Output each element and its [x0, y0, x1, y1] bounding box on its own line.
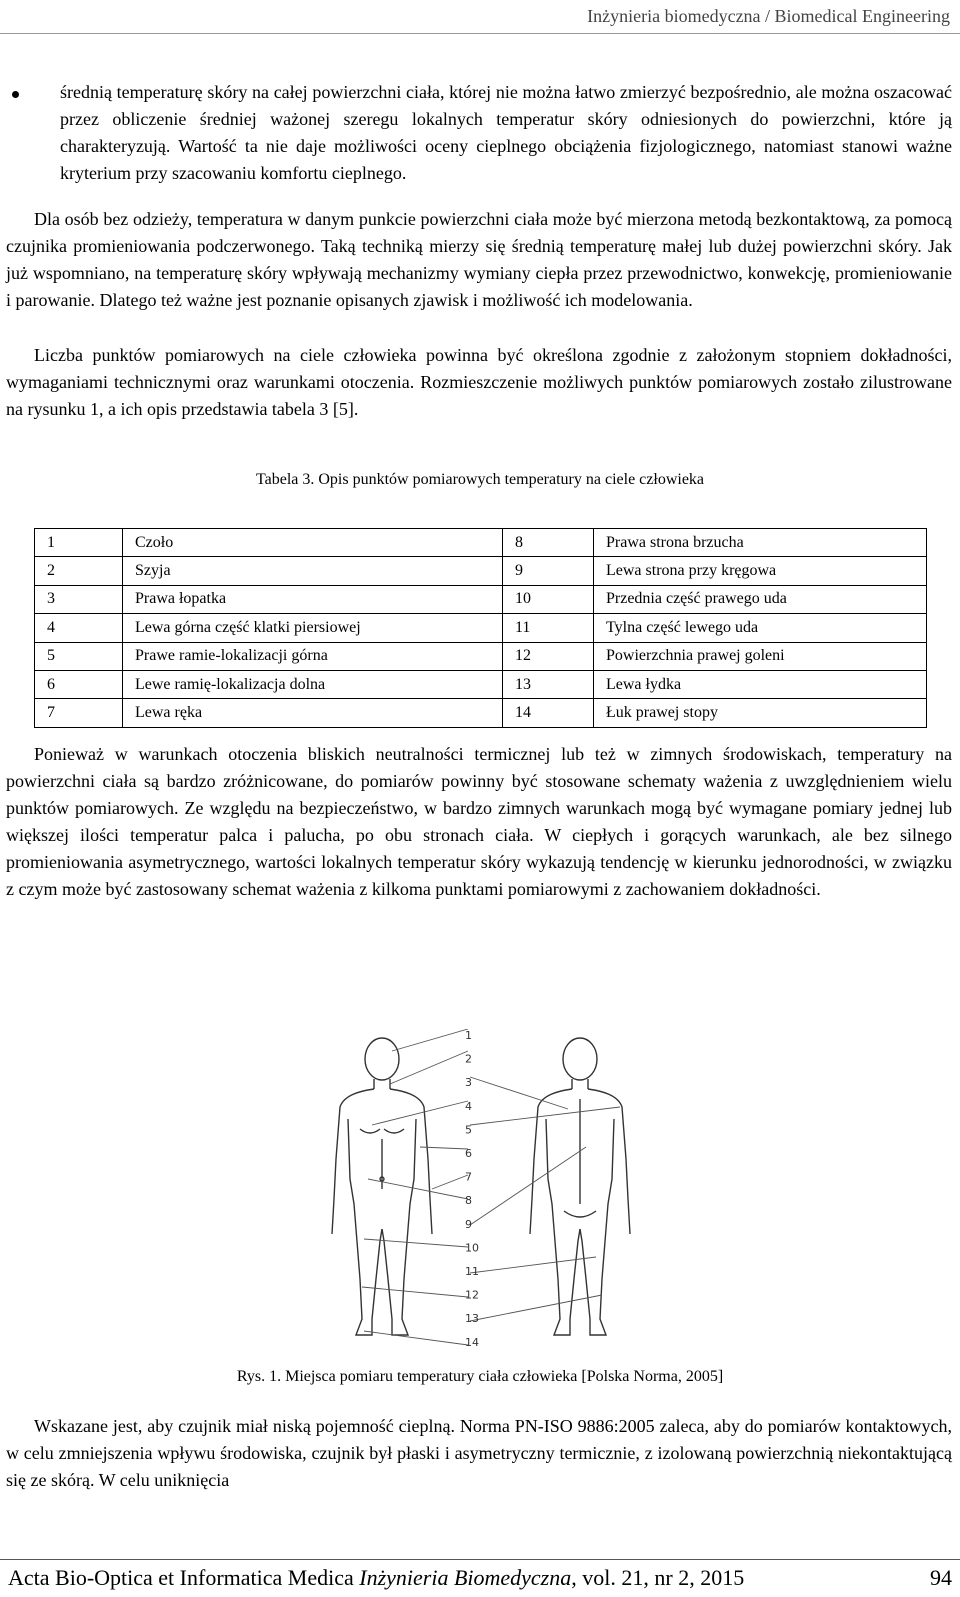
point-number: 1	[35, 529, 123, 557]
point-number: 8	[503, 529, 594, 557]
point-number: 4	[35, 614, 123, 642]
figure-point-label: 3	[465, 1076, 472, 1090]
point-number: 7	[35, 699, 123, 727]
body-paragraph-3-text: Liczba punktów pomiarowych na ciele człowieka powinna być określona zgodnie z założonym stopniem dokładności, wymaganiami technicznymi oraz warunkami otoczenia. Rozmieszczenie możliwych punktów pomiarowych zostało zilustrowane na rysunku 1, a ich opis przedstawia tabela 3 [5].	[6, 345, 952, 419]
front-body-outline	[332, 1038, 432, 1335]
figure-point-label: 6	[465, 1147, 472, 1160]
point-number: 9	[503, 557, 594, 585]
figure-point-labels	[465, 1029, 479, 1349]
figure-point-label: 2	[465, 1052, 472, 1066]
point-number: 13	[503, 670, 594, 698]
figure-point-label: 11	[465, 1265, 479, 1278]
bullet-icon	[12, 91, 19, 98]
measurement-points-table	[34, 528, 927, 728]
point-location: Łuk prawej stopy	[594, 699, 927, 727]
figure-point-label: 10	[465, 1241, 479, 1255]
footer-journal-prefix: Acta Bio-Optica et Informatica Medica	[8, 1565, 360, 1590]
point-number: 12	[503, 642, 594, 670]
figure-point-label: 1	[465, 1029, 472, 1042]
body-paragraph-4	[6, 741, 952, 903]
body-paragraph-2	[6, 206, 952, 314]
body-paragraph-4-text: Ponieważ w warunkach otoczenia bliskich neutralności termicznej lub też w zimnych środowiskach, temperatury na powierzchni ciała są bardzo zróżnicowane, do pomiarów powinny być stosowane schematy ważenia z uwzględnieniem wielu punktów pomiarowych. Ze względu na bezpieczeństwo, w bardzo zimnych warunkach mogą być wymagane pomiary jednej lub większej ilości temperatur palca i palucha, po obu stronach ciała. W ciepłych i gorących warunkach, ale bez silnego promieniowania asymetrycznego, wartości lokalnych temperatur skóry wykazują tendencję w kierunku jednorodności, w związku z czym może być zastosowany schemat ważenia z kilkoma punktami pomiarowymi z zachowaniem dokładności.	[6, 744, 952, 899]
point-location: Lewa łydka	[594, 670, 927, 698]
point-location: Szyja	[123, 557, 503, 585]
back-body-outline	[530, 1038, 630, 1335]
figure-point-label: 5	[465, 1123, 472, 1137]
point-number: 3	[35, 585, 123, 613]
point-location: Czoło	[123, 529, 503, 557]
body-paragraph-5-text: Wskazane jest, aby czujnik miał niską pojemność cieplną. Norma PN-ISO 9886:2005 zaleca, aby do pomiarów kontaktowych, w celu zmniejszenia wpływu środowiska, czujnik był płaski i asymetryczny termicznie, z izolowaną powierzchnią niekontaktującą się ze skórą. W celu uniknięcia	[6, 1416, 952, 1490]
table-row	[35, 670, 927, 698]
figure-point-label: 8	[465, 1194, 472, 1208]
point-location: Prawe ramie-lokalizacji górna	[123, 642, 503, 670]
table-row	[35, 642, 927, 670]
point-location: Lewa górna część klatki piersiowej	[123, 614, 503, 642]
table-caption: Tabela 3. Opis punktów pomiarowych temperatury na ciele człowieka	[255, 471, 705, 488]
point-location: Prawa łopatka	[123, 585, 503, 613]
point-number: 14	[503, 699, 594, 727]
running-header	[0, 0, 960, 34]
body-diagram-figure	[320, 1029, 740, 1349]
point-location: Lewe ramię-lokalizacja dolna	[123, 670, 503, 698]
table-row	[35, 529, 927, 557]
footer-journal-italic: Inżynieria Biomedyczna	[359, 1565, 572, 1590]
point-location: Lewa ręka	[123, 699, 503, 727]
figure-point-label: 7	[465, 1170, 472, 1184]
point-number: 2	[35, 557, 123, 585]
table-row	[35, 585, 927, 613]
figure-caption: Rys. 1. Miejsca pomiaru temperatury ciała człowieka [Polska Norma, 2005]	[236, 1368, 724, 1385]
point-number: 11	[503, 614, 594, 642]
point-number: 6	[35, 670, 123, 698]
running-title: Inżynieria biomedyczna / Biomedical Engineering	[587, 6, 950, 26]
table-row	[35, 557, 927, 585]
footer-journal-suffix: , vol. 21, nr 2, 2015	[571, 1565, 745, 1590]
point-location: Lewa strona przy kręgowa	[594, 557, 927, 585]
body-paragraph-3	[6, 342, 952, 423]
point-location: Przednia część prawego uda	[594, 585, 927, 613]
figure-point-label: 13	[465, 1312, 479, 1326]
table-row	[35, 614, 927, 642]
table-body	[35, 529, 927, 728]
figure-point-label: 12	[465, 1288, 479, 1302]
leader-lines	[362, 1029, 620, 1345]
figure-point-label: 14	[465, 1335, 479, 1349]
point-number: 5	[35, 642, 123, 670]
body-paragraph-5	[6, 1413, 952, 1494]
point-location: Tylna część lewego uda	[594, 614, 927, 642]
point-number: 10	[503, 585, 594, 613]
footer-journal	[8, 1560, 744, 1596]
page-footer	[0, 1559, 960, 1597]
point-location: Powierzchnia prawej goleni	[594, 642, 927, 670]
table-row	[35, 699, 927, 727]
point-location: Prawa strona brzucha	[594, 529, 927, 557]
bullet-paragraph: średnią temperaturę skóry na całej powierzchni ciała, której nie można łatwo zmierzyć bezpośrednio, ale można oszacować przez obliczenie średniej ważonej szeregu lokalnych temperatur skóry odniesionych do powierzchni, które ją charakteryzują. Wartość ta nie daje możliwości oceny cieplnego obciążenia fizjologicznego, natomiast stanowi ważne kryterium przy szacowaniu komfortu cieplnego.	[60, 82, 952, 183]
figure-point-label: 9	[465, 1217, 472, 1231]
body-paragraph-2-text: Dla osób bez odzieży, temperatura w danym punkcie powierzchni ciała może być mierzona metodą bezkontaktową, za pomocą czujnika promieniowania podczerwonego. Taką techniką mierzy się średnią temperaturę małej lub dużej powierzchni skóry. Jak już wspomniano, na temperaturę skóry wpływają mechanizmy wymiany ciepła przez przewodnictwo, konwekcję, promieniowanie i parowanie. Dlatego też ważne jest poznanie opisanych zjawisk i możliwość ich modelowania.	[6, 209, 952, 310]
figure-point-label: 4	[465, 1099, 472, 1113]
page-number: 94	[930, 1565, 952, 1590]
